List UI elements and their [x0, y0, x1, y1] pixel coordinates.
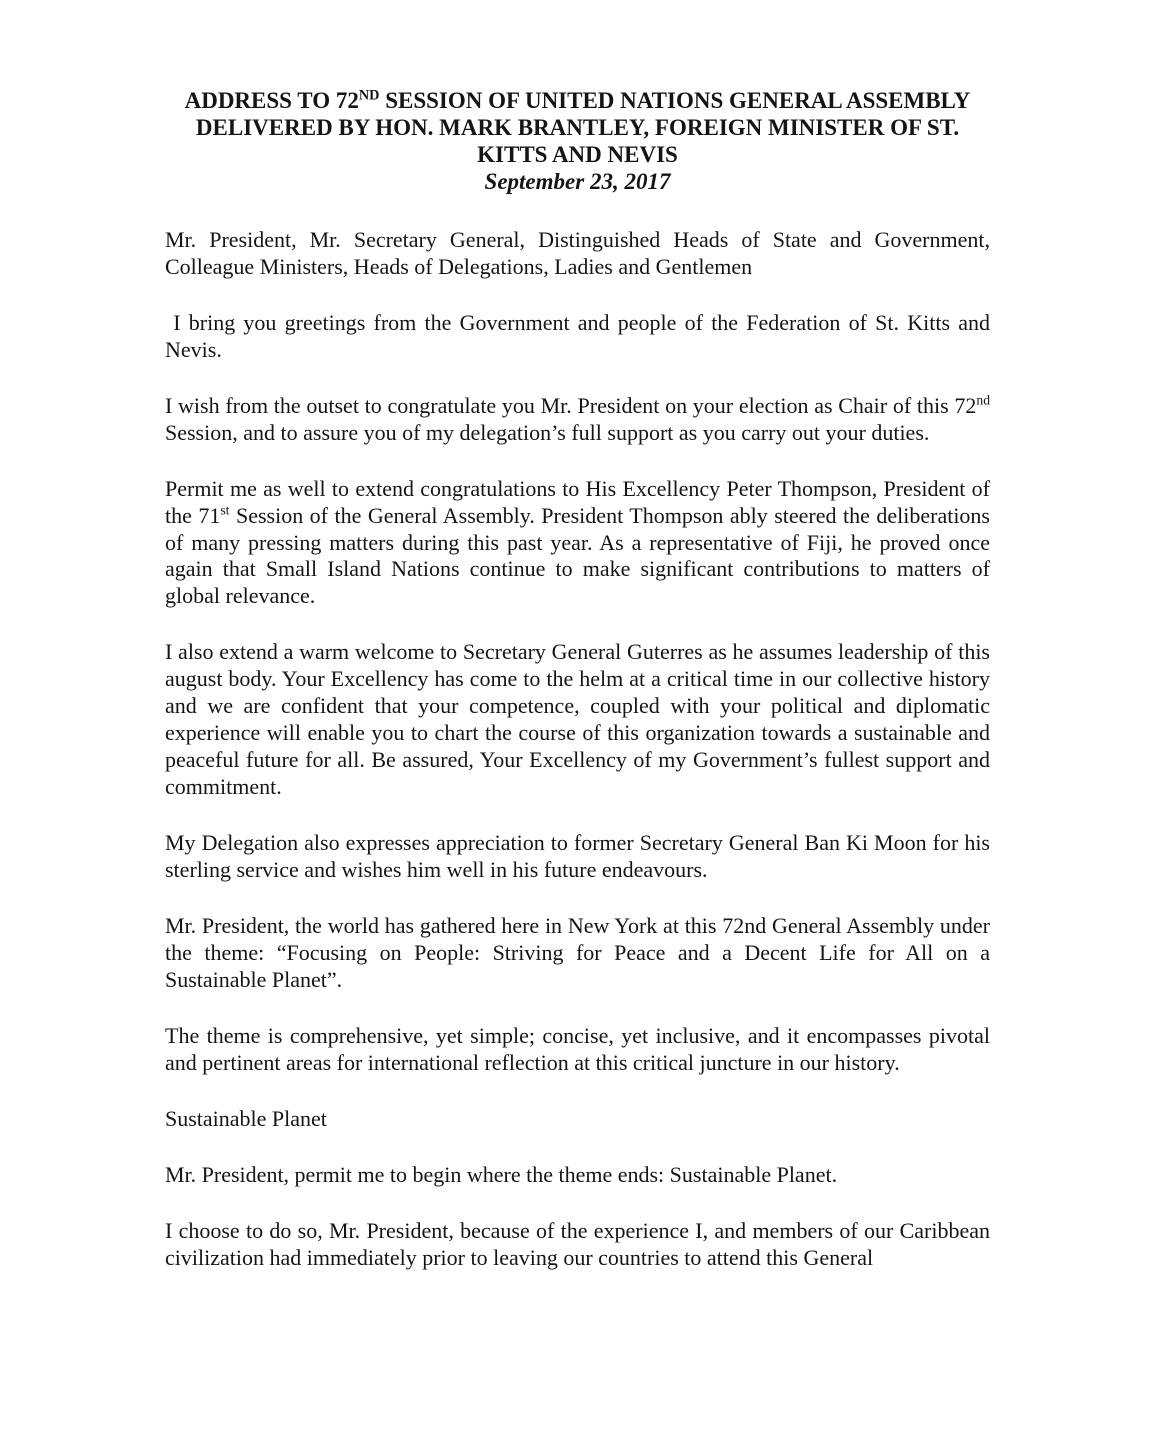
text-run: The theme is comprehensive, yet simple; concise, yet inclusive, and it encompasses pivotal and pertinent areas for international reflection at this critical juncture in our history.: [165, 1023, 990, 1076]
text-run: I also extend a warm welcome to Secretary General Guterres as he assumes leadership of this august body. Your Excellency has come to the helm at a critical time in our collective history and we are confident that your competence, coupled with your political and diplomatic experience will enable you to chart the course of this organization towards a sustainable and peaceful future for all. Be assured, Your Excellency of my Government’s fullest support and commitment.: [165, 639, 990, 800]
salutation-paragraph: [165, 227, 990, 281]
theme-description-paragraph: [165, 1023, 990, 1077]
superscript-text: ND: [358, 87, 380, 104]
text-run: Session of the General Assembly. President Thompson ably steered the deliberations of many pressing matters during this past year. As a representative of Fiji, he proved once again that Small Island Nations continue to make significant contributions to matters of global relevance.: [165, 502, 990, 609]
text-run: I wish from the outset to congratulate you Mr. President on your election as Chair of this 72: [165, 392, 977, 418]
text-run: ADDRESS TO 72: [184, 88, 359, 113]
thompson-paragraph: [165, 476, 990, 611]
i-choose-paragraph: [165, 1218, 990, 1272]
guterres-paragraph: [165, 639, 990, 801]
text-run: I choose to do so, Mr. President, because of the experience I, and members of our Caribbean civilization had immediately prior to leaving our countries to attend this General: [165, 1218, 990, 1271]
theme-paragraph: [165, 913, 990, 994]
text-run: Session, and to assure you of my delegation’s full support as you carry out your duties.: [165, 419, 930, 445]
text-run: SESSION OF UNITED NATIONS GENERAL ASSEMBLY DELIVERED BY HON. MARK BRANTLEY, FOREIGN MINISTER OF ST. KITTS AND NEVIS: [195, 88, 971, 167]
text-run: I bring you greetings from the Government and people of the Federation of St. Kitts and Nevis.: [165, 309, 990, 362]
text-run: Mr. President, the world has gathered here in New York at this 72nd General Assembly under the theme: “Focusing on People: Striving for Peace and a Decent Life for All on a Sustainable Planet”.: [165, 913, 990, 993]
congratulations-chair-paragraph: [165, 393, 990, 447]
begin-where-theme-ends-paragraph: [165, 1162, 990, 1189]
document-body: [165, 227, 990, 1273]
text-run: Mr. President, Mr. Secretary General, Distinguished Heads of State and Government, Colleague Ministers, Heads of Delegations, Ladies and Gentlemen: [165, 226, 990, 279]
text-run: Mr. President, permit me to begin where the theme ends: Sustainable Planet.: [165, 1162, 838, 1188]
text-run: My Delegation also expresses appreciation to former Secretary General Ban Ki Moon for his sterling service and wishes him well in his future endeavours.: [165, 830, 990, 883]
document-title: [173, 88, 983, 169]
sustainable-planet-heading: [165, 1106, 990, 1133]
text-run: Sustainable Planet: [165, 1106, 327, 1132]
superscript-text: st: [220, 502, 230, 518]
greetings-paragraph: [165, 310, 990, 364]
superscript-text: nd: [976, 392, 990, 408]
ban-ki-moon-paragraph: [165, 830, 990, 884]
document-date: September 23, 2017: [484, 168, 671, 194]
text-run: Permit me as well to extend congratulations to His Excellency Peter Thompson, President of the 71: [165, 475, 990, 528]
